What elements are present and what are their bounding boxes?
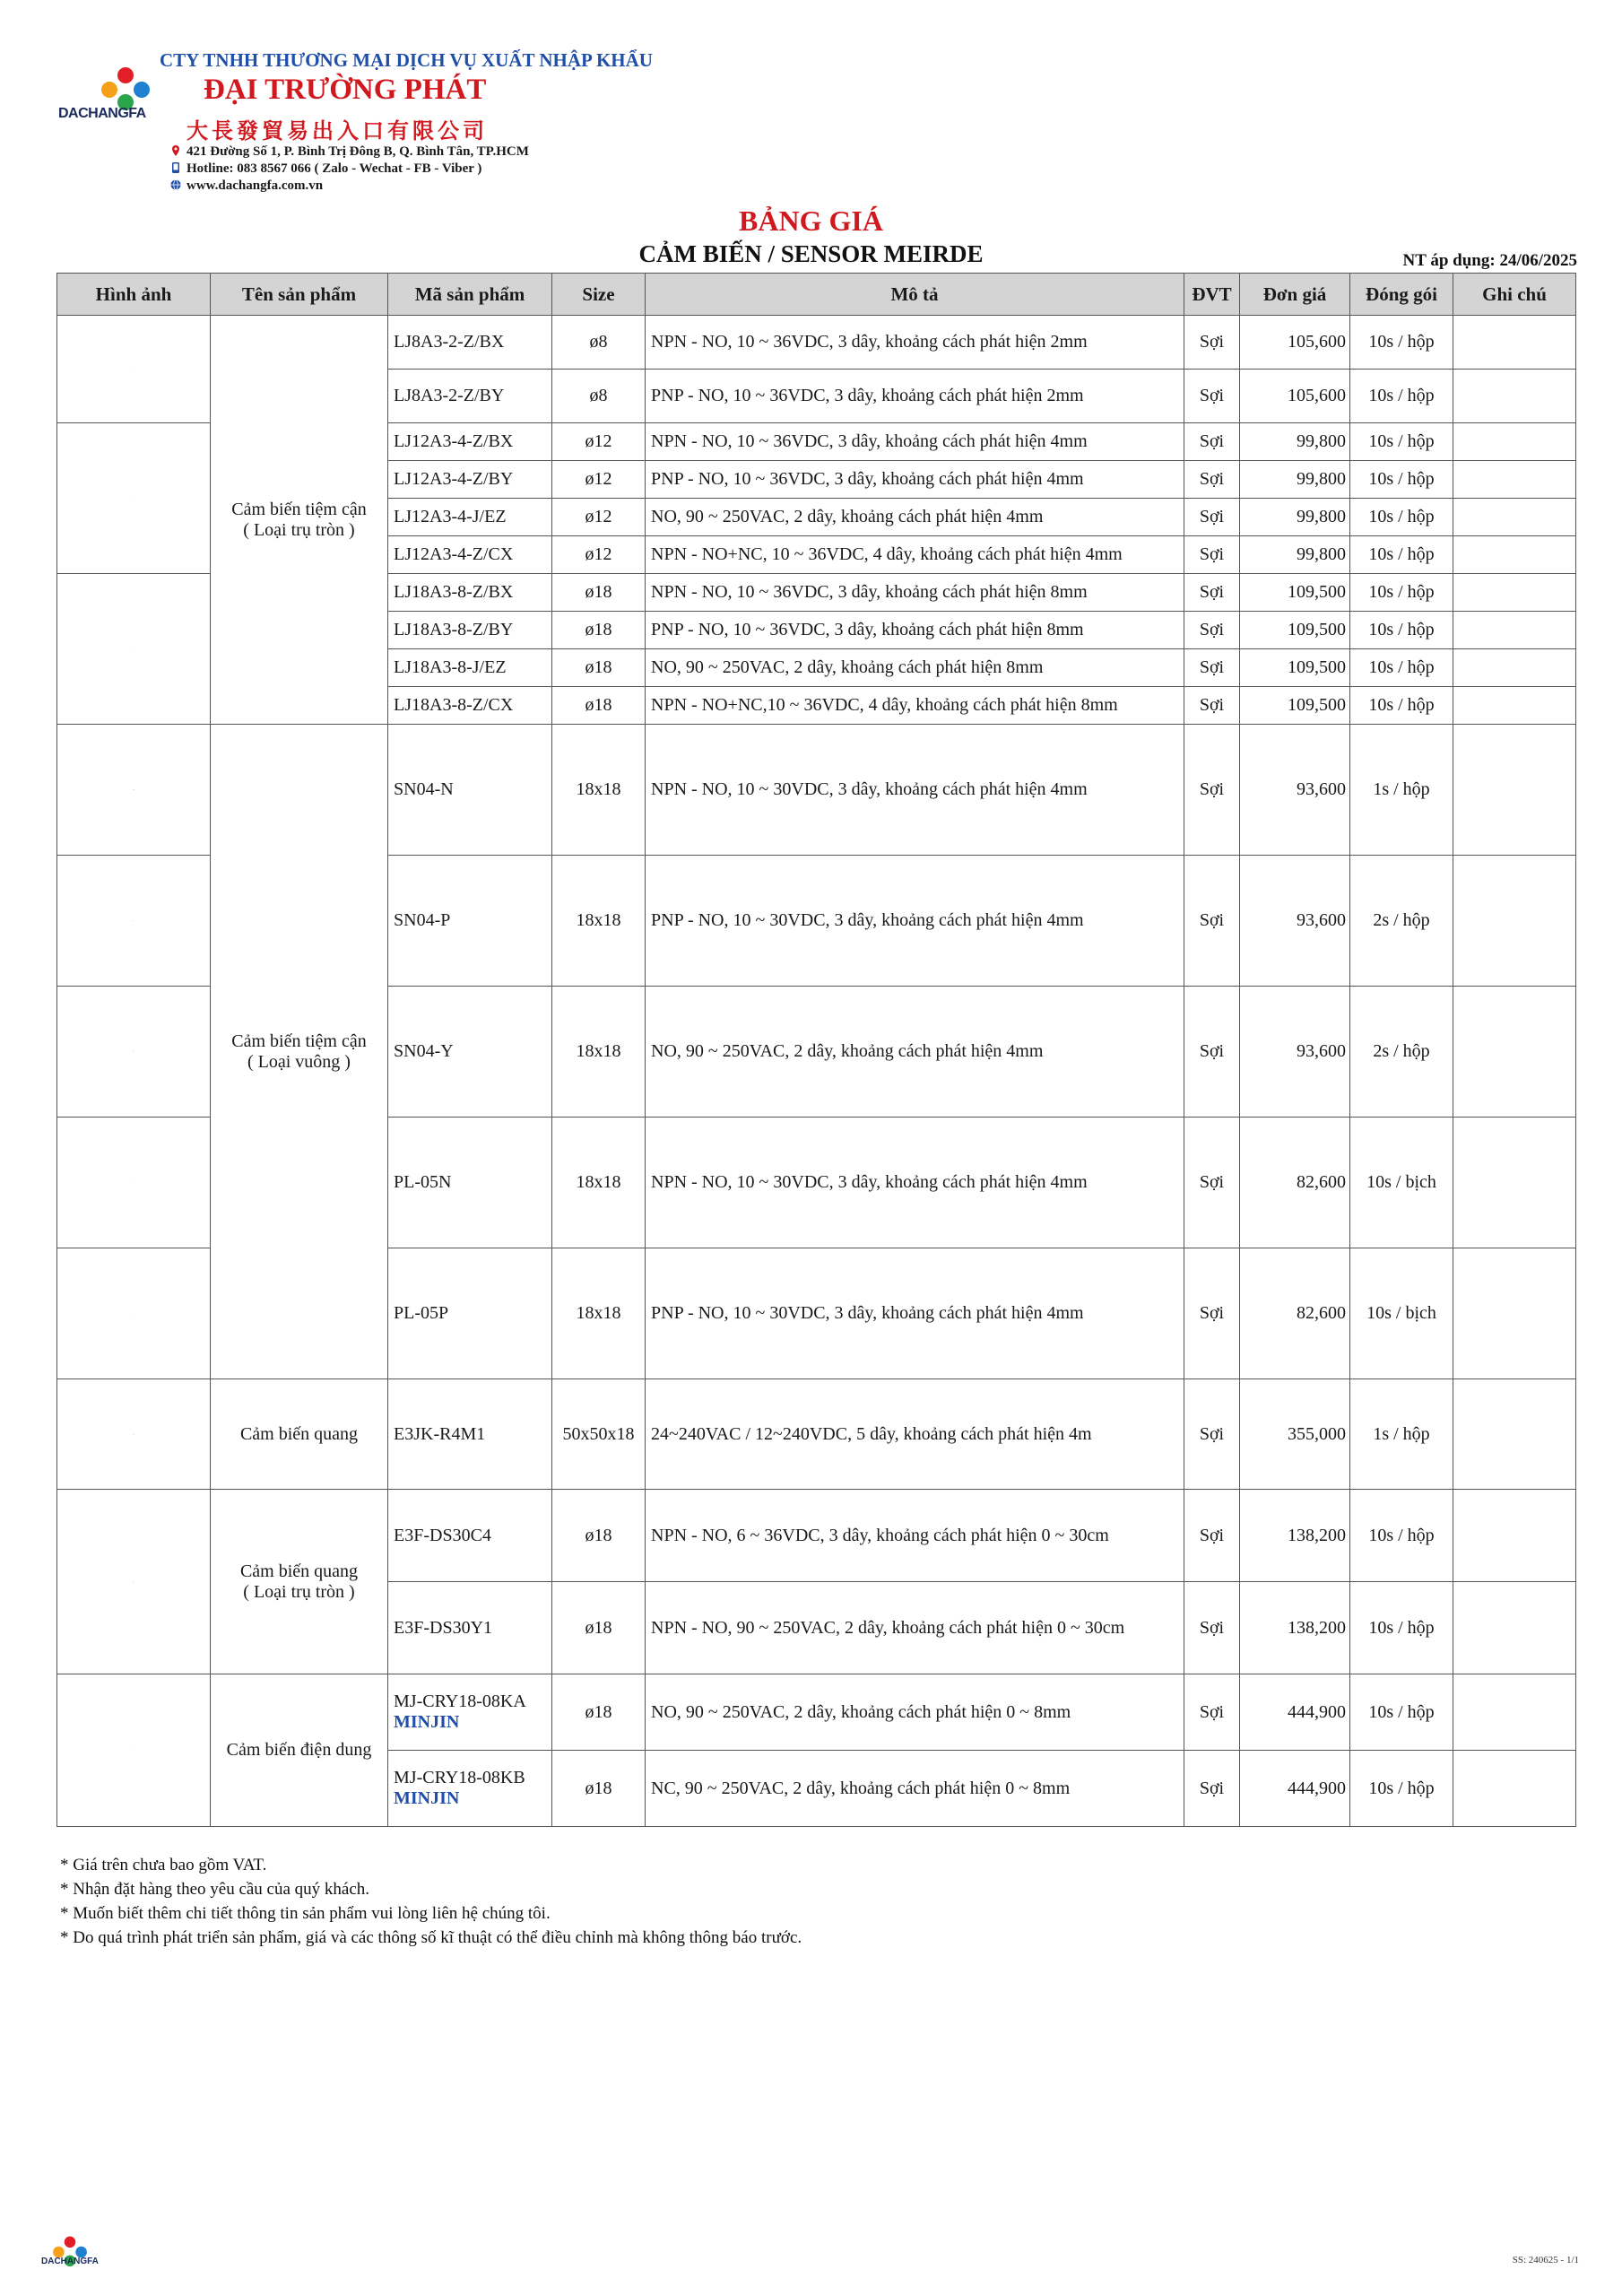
square-sensor-teal-image bbox=[57, 1313, 210, 1314]
product-pack: 10s / hộp bbox=[1350, 423, 1453, 461]
product-code: LJ12A3-4-Z/BY bbox=[388, 461, 552, 499]
product-code: E3F-DS30Y1 bbox=[388, 1582, 552, 1674]
product-pack: 10s / hộp bbox=[1350, 461, 1453, 499]
product-pack: 10s / hộp bbox=[1350, 649, 1453, 687]
product-size: 18x18 bbox=[552, 1248, 646, 1379]
product-unit: Sợi bbox=[1184, 499, 1240, 536]
product-code: LJ12A3-4-J/EZ bbox=[388, 499, 552, 536]
product-price: 93,600 bbox=[1240, 856, 1350, 987]
product-code: LJ18A3-8-Z/BX bbox=[388, 574, 552, 612]
company-name-vn: ĐẠI TRƯỜNG PHÁT bbox=[204, 74, 487, 106]
product-image-lj12 bbox=[57, 423, 211, 574]
col-header-unit: ĐVT bbox=[1184, 274, 1240, 316]
table-header-row bbox=[57, 274, 1576, 316]
product-unit: Sợi bbox=[1184, 461, 1240, 499]
col-header-size: Size bbox=[552, 274, 646, 316]
product-price: 444,900 bbox=[1240, 1751, 1350, 1827]
product-unit: Sợi bbox=[1184, 687, 1240, 725]
hotline-line bbox=[170, 161, 481, 177]
footnote: * Nhận đặt hàng theo yêu cầu của quý khách. bbox=[60, 1880, 370, 1899]
product-price: 82,600 bbox=[1240, 1118, 1350, 1248]
product-desc: NPN - NO+NC,10 ~ 36VDC, 4 dây, khoảng cách phát hiện 8mm bbox=[646, 687, 1184, 725]
group-name: Cảm biến tiệm cận ( Loại trụ tròn ) bbox=[231, 499, 367, 540]
footer-logo-wordmark: DACHANGFA bbox=[41, 2257, 99, 2266]
product-code: LJ18A3-8-Z/BY bbox=[388, 612, 552, 649]
product-note bbox=[1453, 316, 1576, 370]
product-pack: 10s / hộp bbox=[1350, 499, 1453, 536]
product-pack: 10s / hộp bbox=[1350, 687, 1453, 725]
cylinder-sensor-image bbox=[57, 498, 210, 499]
product-desc: PNP - NO, 10 ~ 36VDC, 3 dây, khoảng cách phát hiện 8mm bbox=[646, 612, 1184, 649]
product-pack: 10s / hộp bbox=[1350, 612, 1453, 649]
product-desc: NPN - NO, 10 ~ 36VDC, 3 dây, khoảng cách phát hiện 2mm bbox=[646, 316, 1184, 370]
product-desc: PNP - NO, 10 ~ 36VDC, 3 dây, khoảng cách phát hiện 4mm bbox=[646, 461, 1184, 499]
product-pack: 10s / hộp bbox=[1350, 370, 1453, 423]
effective-date: NT áp dụng: 24/06/2025 bbox=[1402, 251, 1577, 270]
footnote: * Giá trên chưa bao gồm VAT. bbox=[60, 1856, 267, 1874]
product-code: SN04-Y bbox=[388, 987, 552, 1118]
product-size: ø18 bbox=[552, 574, 646, 612]
product-price: 99,800 bbox=[1240, 499, 1350, 536]
product-note bbox=[1453, 1490, 1576, 1582]
product-note bbox=[1453, 1674, 1576, 1751]
product-note bbox=[1453, 1248, 1576, 1379]
product-pack: 10s / hộp bbox=[1350, 1582, 1453, 1674]
col-header-name: Tên sản phẩm bbox=[211, 274, 388, 316]
product-unit: Sợi bbox=[1184, 649, 1240, 687]
product-code: LJ18A3-8-J/EZ bbox=[388, 649, 552, 687]
capacitive-sensor-image bbox=[57, 1750, 210, 1751]
product-desc: NPN - NO, 10 ~ 30VDC, 3 dây, khoảng cách phát hiện 4mm bbox=[646, 1118, 1184, 1248]
product-price: 82,600 bbox=[1240, 1248, 1350, 1379]
group-name: Cảm biến quang bbox=[239, 1423, 359, 1444]
product-price: 355,000 bbox=[1240, 1379, 1350, 1490]
logo-wordmark: DACHANGFA bbox=[58, 106, 146, 121]
product-size: ø18 bbox=[552, 1751, 646, 1827]
product-size: 50x50x18 bbox=[552, 1379, 646, 1490]
product-pack: 2s / hộp bbox=[1350, 987, 1453, 1118]
product-unit: Sợi bbox=[1184, 1582, 1240, 1674]
col-header-desc: Mô tả bbox=[646, 274, 1184, 316]
product-desc: NPN - NO, 10 ~ 36VDC, 3 dây, khoảng cách phát hiện 4mm bbox=[646, 423, 1184, 461]
product-desc: NC, 90 ~ 250VAC, 2 dây, khoảng cách phát hiện 0 ~ 8mm bbox=[646, 1751, 1184, 1827]
product-size: ø18 bbox=[552, 649, 646, 687]
group-name-cell bbox=[211, 316, 388, 725]
group-name: Cảm biến tiệm cận ( Loại vuông ) bbox=[231, 1031, 367, 1072]
hotline-text: Hotline: 083 8567 066 ( Zalo - Wechat - FB - Viber ) bbox=[186, 161, 482, 176]
product-unit: Sợi bbox=[1184, 856, 1240, 987]
product-pack: 10s / bịch bbox=[1350, 1248, 1453, 1379]
product-unit: Sợi bbox=[1184, 1490, 1240, 1582]
table-row bbox=[57, 316, 1576, 370]
product-image-lj8 bbox=[57, 316, 211, 423]
product-pack: 10s / hộp bbox=[1350, 536, 1453, 574]
product-image-sn04p bbox=[57, 856, 211, 987]
cylinder-sensor-image bbox=[57, 648, 210, 649]
product-price: 109,500 bbox=[1240, 687, 1350, 725]
product-price: 109,500 bbox=[1240, 649, 1350, 687]
product-pack: 10s / hộp bbox=[1350, 1674, 1453, 1751]
product-size: ø12 bbox=[552, 461, 646, 499]
website-line bbox=[170, 178, 323, 194]
product-pack: 10s / hộp bbox=[1350, 1490, 1453, 1582]
product-price: 99,800 bbox=[1240, 461, 1350, 499]
col-header-note: Ghi chú bbox=[1453, 274, 1576, 316]
product-desc: NPN - NO, 6 ~ 36VDC, 3 dây, khoảng cách phát hiện 0 ~ 30cm bbox=[646, 1490, 1184, 1582]
product-note bbox=[1453, 461, 1576, 499]
product-price: 109,500 bbox=[1240, 574, 1350, 612]
product-unit: Sợi bbox=[1184, 1751, 1240, 1827]
product-code: SN04-P bbox=[388, 856, 552, 987]
product-image-sn04n bbox=[57, 725, 211, 856]
product-desc: PNP - NO, 10 ~ 36VDC, 3 dây, khoảng cách phát hiện 2mm bbox=[646, 370, 1184, 423]
product-size: ø18 bbox=[552, 1582, 646, 1674]
product-brand: MINJIN bbox=[394, 1788, 460, 1808]
product-unit: Sợi bbox=[1184, 987, 1240, 1118]
product-image-sn04y bbox=[57, 987, 211, 1118]
address-line bbox=[170, 144, 529, 160]
product-price: 93,600 bbox=[1240, 987, 1350, 1118]
product-size: ø12 bbox=[552, 423, 646, 461]
product-note bbox=[1453, 687, 1576, 725]
product-desc: NPN - NO, 10 ~ 36VDC, 3 dây, khoảng cách phát hiện 8mm bbox=[646, 574, 1184, 612]
page-subtitle: CẢM BIẾN / SENSOR MEIRDE bbox=[638, 240, 984, 267]
product-note bbox=[1453, 370, 1576, 423]
product-desc: 24~240VAC / 12~240VDC, 5 dây, khoảng cách phát hiện 4m bbox=[646, 1379, 1184, 1490]
table-row bbox=[57, 725, 1576, 856]
product-note bbox=[1453, 987, 1576, 1118]
product-brand: MINJIN bbox=[394, 1712, 460, 1732]
product-code-cell bbox=[388, 1674, 552, 1751]
table-row bbox=[57, 1379, 1576, 1490]
product-code: LJ8A3-2-Z/BX bbox=[388, 316, 552, 370]
product-image-mj bbox=[57, 1674, 211, 1827]
product-note bbox=[1453, 499, 1576, 536]
product-note bbox=[1453, 1118, 1576, 1248]
square-sensor-brown-image bbox=[57, 920, 210, 921]
product-image-e3f bbox=[57, 1490, 211, 1674]
product-pack: 2s / hộp bbox=[1350, 856, 1453, 987]
group-name-cell bbox=[211, 1490, 388, 1674]
col-header-pack: Đóng gói bbox=[1350, 274, 1453, 316]
product-desc: NO, 90 ~ 250VAC, 2 dây, khoảng cách phát hiện 8mm bbox=[646, 649, 1184, 687]
product-price: 138,200 bbox=[1240, 1582, 1350, 1674]
product-size: ø18 bbox=[552, 687, 646, 725]
product-size: ø18 bbox=[552, 1674, 646, 1751]
product-note bbox=[1453, 574, 1576, 612]
product-size: 18x18 bbox=[552, 856, 646, 987]
company-name-cn: 大長發貿易出入口有限公司 bbox=[186, 117, 488, 144]
product-code: MJ-CRY18-08KB bbox=[394, 1768, 525, 1787]
col-header-image: Hình ảnh bbox=[57, 274, 211, 316]
product-code-cell bbox=[388, 1751, 552, 1827]
product-size: 18x18 bbox=[552, 725, 646, 856]
product-size: 18x18 bbox=[552, 1118, 646, 1248]
product-code: PL-05N bbox=[388, 1118, 552, 1248]
product-size: 18x18 bbox=[552, 987, 646, 1118]
photoelectric-sensor-image bbox=[57, 1434, 210, 1435]
footnote: * Do quá trình phát triển sản phẩm, giá và các thông số kĩ thuật có thể điều chỉnh mà không thông báo trước. bbox=[60, 1928, 802, 1947]
group-name-cell bbox=[211, 725, 388, 1379]
product-size: ø8 bbox=[552, 370, 646, 423]
product-code: LJ18A3-8-Z/CX bbox=[388, 687, 552, 725]
product-note bbox=[1453, 1379, 1576, 1490]
globe-icon bbox=[170, 179, 181, 190]
product-note bbox=[1453, 1751, 1576, 1827]
product-code: LJ12A3-4-Z/CX bbox=[388, 536, 552, 574]
product-desc: NO, 90 ~ 250VAC, 2 dây, khoảng cách phát hiện 4mm bbox=[646, 499, 1184, 536]
product-code: E3F-DS30C4 bbox=[388, 1490, 552, 1582]
product-desc: NPN - NO, 90 ~ 250VAC, 2 dây, khoảng cách phát hiện 0 ~ 30cm bbox=[646, 1582, 1184, 1674]
price-table bbox=[56, 273, 1576, 1827]
product-pack: 10s / bịch bbox=[1350, 1118, 1453, 1248]
product-pack: 1s / hộp bbox=[1350, 725, 1453, 856]
product-note bbox=[1453, 423, 1576, 461]
square-sensor-green-image bbox=[57, 1051, 210, 1052]
group-name-cell bbox=[211, 1379, 388, 1490]
product-size: ø12 bbox=[552, 536, 646, 574]
product-note bbox=[1453, 1582, 1576, 1674]
product-unit: Sợi bbox=[1184, 574, 1240, 612]
page-title: BẢNG GIÁ bbox=[739, 204, 883, 237]
footnote: * Muốn biết thêm chi tiết thông tin sản phẩm vui lòng liên hệ chúng tôi. bbox=[60, 1904, 551, 1923]
product-unit: Sợi bbox=[1184, 1674, 1240, 1751]
product-desc: NO, 90 ~ 250VAC, 2 dây, khoảng cách phát hiện 0 ~ 8mm bbox=[646, 1674, 1184, 1751]
product-note bbox=[1453, 612, 1576, 649]
square-sensor-red-image bbox=[57, 1182, 210, 1183]
product-desc: NO, 90 ~ 250VAC, 2 dây, khoảng cách phát hiện 4mm bbox=[646, 987, 1184, 1118]
photoelectric-cylinder-image bbox=[57, 1581, 210, 1582]
product-image-lj18 bbox=[57, 574, 211, 725]
product-unit: Sợi bbox=[1184, 536, 1240, 574]
product-unit: Sợi bbox=[1184, 612, 1240, 649]
product-unit: Sợi bbox=[1184, 1248, 1240, 1379]
product-price: 93,600 bbox=[1240, 725, 1350, 856]
group-name-cell bbox=[211, 1674, 388, 1827]
product-image-e3jk bbox=[57, 1379, 211, 1490]
product-pack: 10s / hộp bbox=[1350, 574, 1453, 612]
square-sensor-blue-image bbox=[57, 789, 210, 790]
product-price: 99,800 bbox=[1240, 536, 1350, 574]
cylinder-sensor-image bbox=[57, 369, 210, 370]
website-text: www.dachangfa.com.vn bbox=[186, 178, 324, 193]
table-row bbox=[57, 1674, 1576, 1751]
product-note bbox=[1453, 856, 1576, 987]
product-code: PL-05P bbox=[388, 1248, 552, 1379]
location-pin-icon bbox=[170, 145, 181, 156]
document-code: SS: 240625 - 1/1 bbox=[1512, 2255, 1579, 2266]
product-pack: 10s / hộp bbox=[1350, 1751, 1453, 1827]
footnotes bbox=[60, 1853, 802, 1950]
product-price: 444,900 bbox=[1240, 1674, 1350, 1751]
product-pack: 1s / hộp bbox=[1350, 1379, 1453, 1490]
product-size: ø18 bbox=[552, 612, 646, 649]
group-name: Cảm biến điện dung bbox=[226, 1740, 372, 1760]
product-desc: NPN - NO+NC, 10 ~ 36VDC, 4 dây, khoảng cách phát hiện 4mm bbox=[646, 536, 1184, 574]
product-note bbox=[1453, 649, 1576, 687]
col-header-price: Đơn giá bbox=[1240, 274, 1350, 316]
product-price: 105,600 bbox=[1240, 316, 1350, 370]
product-note bbox=[1453, 725, 1576, 856]
company-name-en: CTY TNHH THƯƠNG MẠI DỊCH VỤ XUẤT NHẬP KHẨU bbox=[160, 49, 653, 71]
product-note bbox=[1453, 536, 1576, 574]
product-code: SN04-N bbox=[388, 725, 552, 856]
product-price: 138,200 bbox=[1240, 1490, 1350, 1582]
address-text: 421 Đường Số 1, P. Bình Trị Đông B, Q. Bình Tân, TP.HCM bbox=[186, 144, 529, 159]
product-code: LJ12A3-4-Z/BX bbox=[388, 423, 552, 461]
product-desc: PNP - NO, 10 ~ 30VDC, 3 dây, khoảng cách phát hiện 4mm bbox=[646, 1248, 1184, 1379]
product-size: ø8 bbox=[552, 316, 646, 370]
product-desc: PNP - NO, 10 ~ 30VDC, 3 dây, khoảng cách phát hiện 4mm bbox=[646, 856, 1184, 987]
product-unit: Sợi bbox=[1184, 316, 1240, 370]
product-unit: Sợi bbox=[1184, 1118, 1240, 1248]
product-image-pl05n bbox=[57, 1118, 211, 1248]
product-unit: Sợi bbox=[1184, 1379, 1240, 1490]
product-unit: Sợi bbox=[1184, 370, 1240, 423]
product-code: LJ8A3-2-Z/BY bbox=[388, 370, 552, 423]
table-row bbox=[57, 1490, 1576, 1582]
product-price: 99,800 bbox=[1240, 423, 1350, 461]
product-code: MJ-CRY18-08KA bbox=[394, 1692, 526, 1711]
product-size: ø18 bbox=[552, 1490, 646, 1582]
col-header-code: Mã sản phẩm bbox=[388, 274, 552, 316]
product-size: ø12 bbox=[552, 499, 646, 536]
product-unit: Sợi bbox=[1184, 725, 1240, 856]
product-desc: NPN - NO, 10 ~ 30VDC, 3 dây, khoảng cách phát hiện 4mm bbox=[646, 725, 1184, 856]
phone-icon bbox=[170, 162, 181, 173]
group-name: Cảm biến quang ( Loại trụ tròn ) bbox=[239, 1561, 359, 1602]
product-code: E3JK-R4M1 bbox=[388, 1379, 552, 1490]
product-image-pl05p bbox=[57, 1248, 211, 1379]
product-pack: 10s / hộp bbox=[1350, 316, 1453, 370]
product-unit: Sợi bbox=[1184, 423, 1240, 461]
product-price: 109,500 bbox=[1240, 612, 1350, 649]
product-price: 105,600 bbox=[1240, 370, 1350, 423]
